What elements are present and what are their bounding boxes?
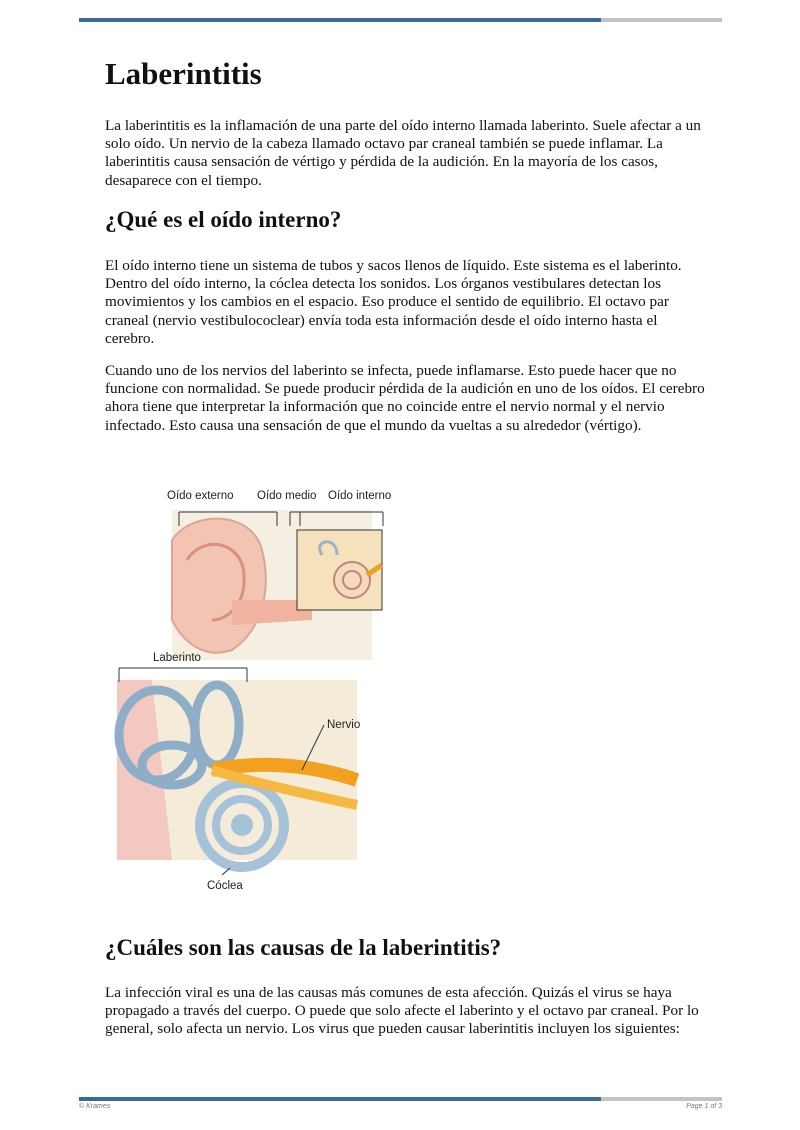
footer-copyright: © Krames: [79, 1103, 111, 1110]
causes-paragraph: La infección viral es una de las causas más comunes de esta afección. Quizás el virus se haya propagado a través del cuerpo. O puede que solo afecte el laberinto y el octavo par craneal. Por lo general, solo afecta un nervio. Los virus que pueden causar laberintitis incluyen los siguientes:: [105, 984, 699, 1038]
inner-ear-paragraph-2: Cuando uno de los nervios del laberinto se infecta, puede inflamarse. Esto puede hacer que no funcione con normalidad. Se puede producir pérdida de la audición en uno de los oídos. El cerebro ahora tiene que interpretar la información que no coincide entre el nervio normal y el nervio infectado. Esto causa una sensación de que el mundo da vueltas a su alrededor (vértigo).: [105, 362, 705, 434]
label-labyrinth: Laberinto: [153, 652, 201, 664]
label-inner-ear: Oído interno: [328, 490, 392, 502]
section-heading-causes: ¿Cuáles son las causas de la laberintitis?: [105, 935, 502, 960]
section-heading-inner-ear: ¿Qué es el oído interno?: [105, 207, 342, 232]
label-middle-ear: Oído medio: [257, 490, 317, 502]
label-outer-ear: Oído externo: [167, 490, 234, 502]
footer-page-number: Page 1 of 3: [686, 1103, 722, 1110]
ear-anatomy-illustration: [112, 480, 412, 900]
label-cochlea: Cóclea: [207, 880, 243, 892]
top-rule: [79, 18, 722, 22]
bottom-rule: [79, 1097, 722, 1101]
page-title: Laberintitis: [105, 56, 262, 91]
label-nerve: Nervio: [327, 719, 361, 731]
intro-paragraph: La laberintitis es la inflamación de una parte del oído interno llamada laberinto. Suele afectar a un solo oído. Un nervio de la cabeza llamado octavo par craneal también se puede inflamar. La laberintitis causa sensación de vértigo y pérdida de la audición. En la mayoría de los casos, desaparece con el tiempo.: [105, 117, 701, 189]
inner-ear-paragraph-1: El oído interno tiene un sistema de tubos y sacos llenos de líquido. Este sistema es el laberinto. Dentro del oído interno, la cóclea detecta los sonidos. Los órganos vestibulares detectan los movimientos y los cambios en el espacio. Eso produce el sentido de equilibrio. El octavo par craneal (nervio vestibulococlear) envía toda esta información desde el oído interno hasta el cerebro.: [105, 257, 682, 347]
